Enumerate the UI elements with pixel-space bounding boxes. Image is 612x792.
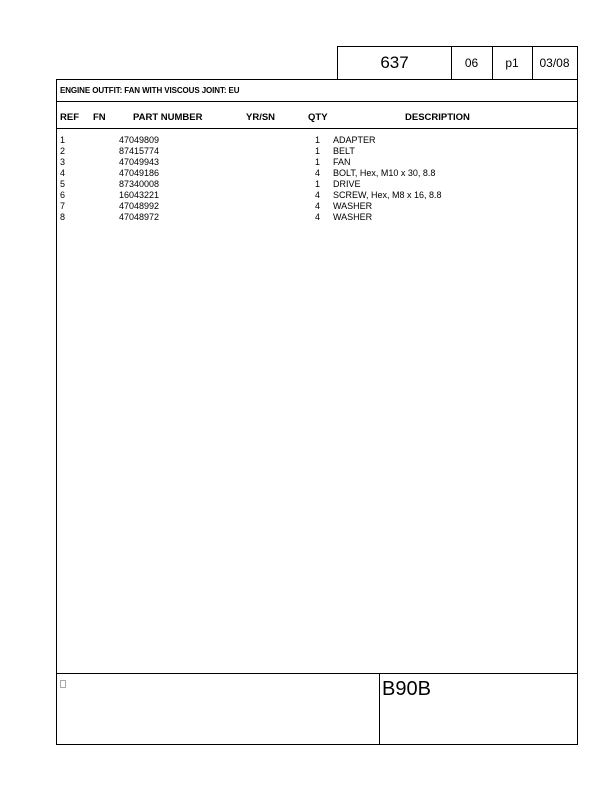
part-number-cell: 47048992 xyxy=(119,201,160,211)
ref-cell: 4 xyxy=(60,168,66,178)
ref-cell: 7 xyxy=(60,201,66,211)
table-row xyxy=(57,168,577,179)
description-cell: ADAPTER xyxy=(333,135,376,145)
footer-divider xyxy=(379,674,380,744)
description-cell: BOLT, Hex, M10 x 30, 8.8 xyxy=(333,168,436,178)
parts-table xyxy=(57,135,577,223)
column-header-row xyxy=(57,102,577,129)
col-description-header: DESCRIPTION xyxy=(405,112,470,123)
footer-mark-icon xyxy=(60,680,66,688)
table-row xyxy=(57,179,577,190)
description-cell: WASHER xyxy=(333,212,373,222)
section-box xyxy=(451,46,493,79)
col-qty-header: QTY xyxy=(308,112,328,123)
title-row xyxy=(57,80,577,102)
table-row xyxy=(57,157,577,168)
page-label: p1 xyxy=(505,56,519,70)
date: 03/08 xyxy=(539,56,570,70)
col-fn-header: FN xyxy=(93,112,106,123)
description-cell: DRIVE xyxy=(333,179,361,189)
model-code: B90B xyxy=(382,678,431,700)
ref-cell: 6 xyxy=(60,190,66,200)
part-number-cell: 47049186 xyxy=(119,168,160,178)
qty-cell: 4 xyxy=(314,201,320,211)
qty-cell: 1 xyxy=(314,157,320,167)
qty-cell: 4 xyxy=(314,212,320,222)
footer-block xyxy=(57,673,577,744)
qty-cell: 1 xyxy=(314,179,320,189)
page-title: ENGINE OUTFIT: FAN WITH VISCOUS JOINT: EU xyxy=(60,86,240,95)
section-number: 06 xyxy=(464,56,479,70)
ref-cell: 5 xyxy=(60,179,66,189)
table-row xyxy=(57,135,577,146)
ref-cell: 1 xyxy=(60,135,66,145)
qty-cell: 1 xyxy=(314,135,320,145)
qty-cell: 4 xyxy=(314,190,320,200)
qty-cell: 1 xyxy=(314,146,320,156)
part-number-cell: 47049943 xyxy=(119,157,160,167)
ref-cell: 2 xyxy=(60,146,66,156)
date-box xyxy=(532,46,578,79)
table-row xyxy=(57,190,577,201)
part-number-cell: 16043221 xyxy=(119,190,160,200)
page-label-box xyxy=(492,46,533,79)
page-number: 637 xyxy=(380,53,409,72)
col-yrsn-header: YR/SN xyxy=(246,112,276,123)
ref-cell: 8 xyxy=(60,212,66,222)
table-row xyxy=(57,146,577,157)
table-row xyxy=(57,201,577,212)
col-part-number-header: PART NUMBER xyxy=(133,112,203,123)
col-ref-header: REF xyxy=(60,112,79,123)
description-cell: BELT xyxy=(333,146,355,156)
part-number-cell: 47049809 xyxy=(119,135,160,145)
description-cell: FAN xyxy=(333,157,351,167)
description-cell: WASHER xyxy=(333,201,373,211)
page-number-box xyxy=(337,46,452,79)
part-number-cell: 87415774 xyxy=(119,146,160,156)
part-number-cell: 47048972 xyxy=(119,212,160,222)
part-number-cell: 87340008 xyxy=(119,179,160,189)
ref-cell: 3 xyxy=(60,157,66,167)
description-cell: SCREW, Hex, M8 x 16, 8.8 xyxy=(333,190,442,200)
parts-list-frame xyxy=(56,79,578,745)
table-row xyxy=(57,212,577,223)
qty-cell: 4 xyxy=(314,168,320,178)
